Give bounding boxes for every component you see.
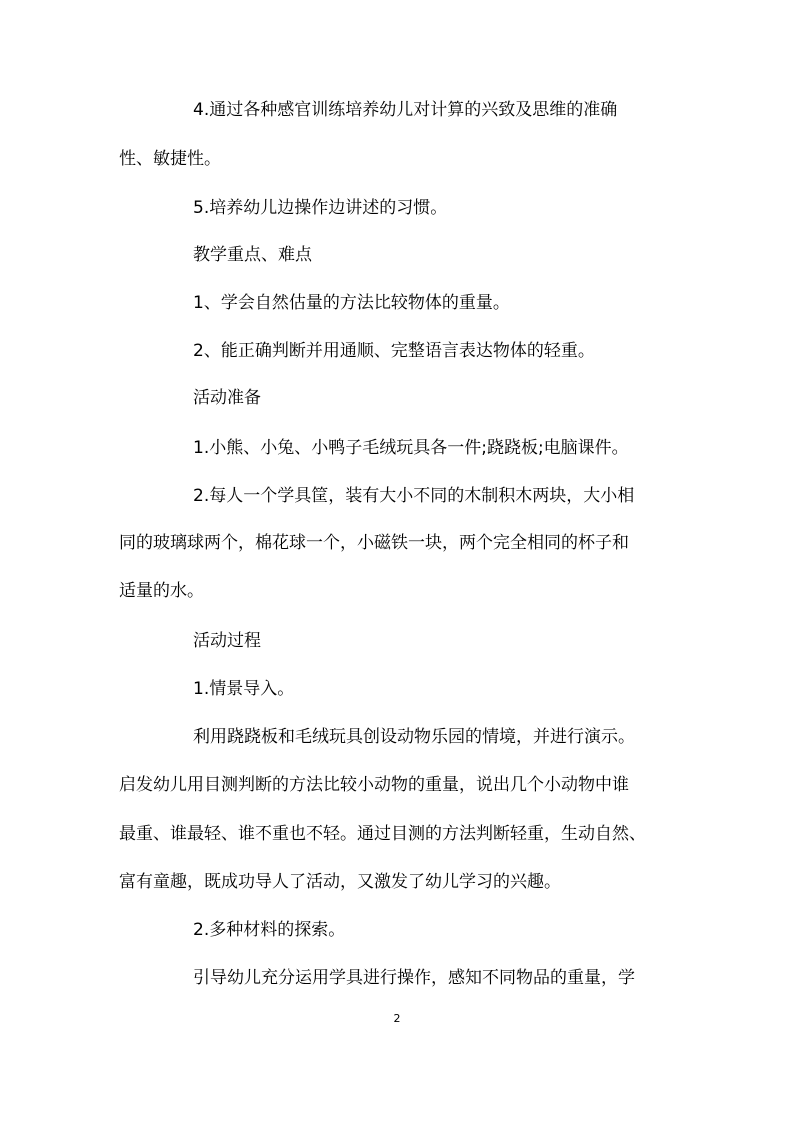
section-heading: 活动过程 xyxy=(193,631,261,651)
paragraph-line: 利用跷跷板和毛绒玩具创设动物乐园的情境，并进行演示。 xyxy=(193,727,635,747)
paragraph-line: 2.多种材料的探索。 xyxy=(193,920,346,940)
paragraph-line: 1.情景导入。 xyxy=(193,679,295,699)
paragraph-line: 适量的水。 xyxy=(119,581,204,601)
paragraph-line: 2.每人一个学具筐，装有大小不同的木制积木两块，大小相 xyxy=(193,486,635,506)
page-number: 2 xyxy=(393,1012,401,1025)
paragraph-line: 2、能正确判断并用通顺、完整语言表达物体的轻重。 xyxy=(193,341,595,361)
paragraph-line: 启发幼儿用目测判断的方法比较小动物的重量，说出几个小动物中谁 xyxy=(119,775,629,795)
paragraph-line: 引导幼儿充分运用学具进行操作，感知不同物品的重量，学 xyxy=(193,968,635,988)
paragraph-line: 富有童趣，既成功导人了活动，又激发了幼儿学习的兴趣。 xyxy=(119,872,561,892)
section-heading: 教学重点、难点 xyxy=(193,245,312,265)
paragraph-line: 1、学会自然估量的方法比较物体的重量。 xyxy=(193,293,510,313)
paragraph-line: 4.通过各种感官训练培养幼儿对计算的兴致及思维的准确 xyxy=(193,100,618,120)
paragraph-line: 1.小熊、小兔、小鸭子毛绒玩具各一件;跷跷板;电脑课件。 xyxy=(193,438,629,458)
section-heading: 活动准备 xyxy=(193,388,261,408)
paragraph-line: 5.培养幼儿边操作边讲述的习惯。 xyxy=(193,198,448,218)
paragraph-line: 同的玻璃球两个，棉花球一个，小磁铁一块，两个完全相同的杯子和 xyxy=(119,533,629,553)
paragraph-line: 性、敏捷性。 xyxy=(119,149,221,169)
paragraph-line: 最重、谁最轻、谁不重也不轻。通过目测的方法判断轻重，生动自然、 xyxy=(119,824,646,844)
